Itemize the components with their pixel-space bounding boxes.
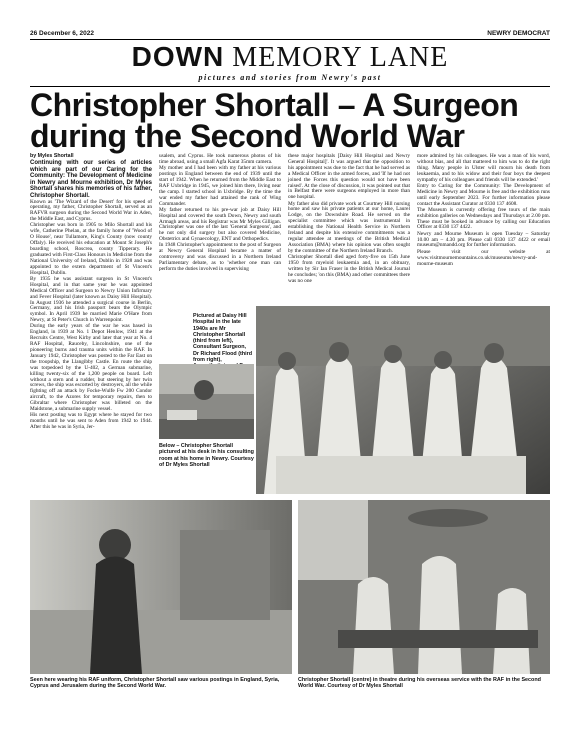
photo-raf-uniform (30, 500, 292, 674)
masthead-title-rest: MEMORY LANE (232, 42, 449, 73)
paragraph: My father returned to his pre-war job at Daisy Hill Hospital and covered the south Down, Newry and south Armagh areas, and his Registrar was Mr Myles Gilligan. Christopher was one of the last 'General Surgeons', and he not only did surgery but also covered Medicine, Obstetrics and Gynaecology, ENT and Orthopedics. (159, 206, 281, 243)
photo-theatre (298, 500, 550, 674)
article-intro: Continuing with our series of articles which are part of our Caring for the Community: The Development of Medicine in Newry and Mourne exhibition, Dr Myles Shortall shares his memories of his father, Christopher Shortall. (30, 160, 152, 199)
paragraph: Entry to Caring for the Community: The Development of Medicine in Newry and Mourne is free and the exhibition runs until early September 2023. For further information please contact the Assistant Curator at 0330 137 4608. (417, 182, 550, 207)
paragraph: My father also did private work at Courtney Hill nursing home and saw his private patients at our home, Laurel Lodge, on the Downshire Road. He served on the specialist committee which was instrumental in establishing the National Health Service in Northern Ireland and despite his extensive commitments was a regular attendee at meetings of the British Medical Association (BMA) where his opinion was often sought by the committee of the Northern Ireland Branch. (288, 200, 410, 254)
photo-hospital-staff (256, 306, 550, 494)
article-column-3 (288, 154, 410, 304)
paragraph: more admired by his colleagues. He was a man of his word, without bias, and all that mattered to him was to do the right thing. Many people in Ulster will mourn his death from leukaemia, and to his widow and their four boys the deepest sympathy of his colleagues and friends will be extended.' (417, 153, 550, 183)
caption-raf-uniform: Seen here wearing his RAF uniform, Christopher Shortall saw various postings in England, Syria, Cyprus and Jerusalem during the Second World War. (30, 677, 280, 690)
caption-hospital-staff: Pictured at Daisy Hill Hospital in the late 1940s are Mr Christopher Shortall (third from left), Consultant Surgeon, Dr Richard Flood (third from right), (193, 313, 252, 364)
article-column-1 (30, 154, 152, 434)
paragraph: His next posting was to Egypt where he stayed for two months until he was sent to Aden from 1942 to 1944. After this he was in Syria, Jer- (30, 412, 152, 431)
paragraph: In 1948 Christopher's appointment to the post of Surgeon at Newry General Hospital became a matter of controversy and was discussed in a Northern Ireland Parliamentary debate, as to 'whether one man can perform the duties involved in supervising (159, 242, 281, 273)
paragraph: Known as 'The Wizard of the Desert' for his speed of operating, my father, Christopher Shortall, served as an RAFVR surgeon during the Second World War in Aden, the Middle East, and Cyprus. (30, 198, 152, 223)
paper-name: NEWRY DEMOCRAT (487, 30, 550, 37)
theatre-photo-art (298, 500, 550, 674)
article-column-4 (417, 154, 550, 304)
raf-uniform-photo-art (30, 500, 292, 674)
photo-at-desk (159, 364, 254, 439)
paragraph: usalem, and Cyprus. He took numerous photos of his time abroad, using a small Agfa Karat 35mm camera. (159, 153, 281, 165)
paragraph: By 1935 he was assistant surgeon in St Vincent's Hospital, and in that same year he was appointed Medical Officer and Surgeon to Newry Union Infirmary and Fever Hospital (later known as Daisy Hill Hospital). In August 1936 he attended a surgical course in Berlin, Germany, and his Irish passport bears the Olympic symbol. In April 1939 he married Marie O'Hare from Newry, at St Peter's Church in Warrenpoint. (30, 275, 152, 324)
paragraph: Please visit our website at www.visitmournemountains.co.uk/museums/newry-and-mourne-museum (417, 248, 550, 267)
paragraph: During the early years of the war he was based in England, in 1939 at No. 1 Depot Henlow, 1941 at the Recruits Centre, West Kirby and later that year at No. 4 RAF Hospital, Rauceby, Lincolnshire, one of the pioneering burns and trauma units within the RAF. In January 1942, Christopher was posted to the Far East on the troopship, the Llangibby Castle. En route the ship was torpedoed by the U-402, a German submarine, killing twenty-six of the 1,200 people on board. Left without a stern and a rudder, but steering by her twin screws, the ship was escorted by destroyers, all the while fighting off an attack by Focke-Wulfe Fw 200 Condor aircraft, to the Azores for temporary repairs, then to Gibraltar where Christopher was billeted on the Maidstone, a submarine supply vessel. (30, 323, 152, 413)
masthead-title-bold: DOWN (131, 41, 225, 72)
paragraph: My mother and I had been with my father at his various postings in England between the end of 1939 until the start of 1942. When he returned from the Middle East to RAF Uxbridge in 1945, we joined him there, living near the camp. I started school in Uxbridge. By the time the war ended my father had attained the rank of Wing Commander. (159, 165, 281, 207)
page-date: 26 December 6, 2022 (30, 30, 94, 37)
paragraph: Christopher Shortall died aged forty-five on 15th June 1950 from myeloid leukaemia and, in an obituary, written by Sir Ian Fraser in the British Medical Journal he concludes; 'on this (BMA) and other committees there was no one (288, 254, 410, 284)
running-header (30, 30, 550, 40)
caption-at-desk: Below – Christopher Shortall pictured at his desk in his consulting room at his home in Newry. Courtesy of Dr Myles Shortall (159, 443, 254, 468)
paragraph: these major hospitals [Daisy Hill Hospital and Newry General Hospital]'. It was argued that the opposition to his appointment was due to the fact that he had served as a Medical Officer in the armed forces, and 'If he had not joined the Forces this question would not have been raised'. At the close of discussion, it was pointed out that in Belfast there were surgeons employed in more than one hospital. (288, 153, 410, 201)
masthead-title (30, 42, 550, 73)
section-masthead (30, 42, 550, 87)
byline: by Myles Shortall (30, 153, 74, 159)
hospital-staff-photo-art (256, 306, 550, 494)
paragraph: The Museum is currently offering free tours of the main exhibition galleries on Wednesdays and Thursdays at 2.00 pm. These must be booked in advance by calling our Education Officer at 0330 137 4422. (417, 206, 550, 231)
paragraph: Christopher was born in 1905 to Milo Shortall and his wife, Catherine Phelan, at the family home of 'Wood of O House', near Tullamore, King's County (now county Offaly). He received his education at Mount St Joseph's boarding school, Roscrea, county Tipperary. He graduated with First-Class Honours in Medicine from the National University of Ireland, Dublin in 1928 and was appointed to the extern department of St Vincent's Hospital, Dublin. (30, 222, 152, 276)
caption-theatre: Christopher Shortall (centre) in theatre during his overseas service with the RAF in the Second World War. Courtesy of Dr Myles Shortall (298, 677, 541, 690)
paragraph: Newry and Mourne Museum is open Tuesday – Saturday 10.00 am – 4.30 pm. Please call 0330 137 4422 or email museum@nmandd.org for further information. (417, 230, 550, 249)
article-headline: Christopher Shortall – A Surgeon during the Second World War (30, 87, 519, 154)
masthead-subtitle: pictures and stories from Newry's past (198, 73, 382, 82)
at-desk-photo-art (159, 364, 254, 439)
